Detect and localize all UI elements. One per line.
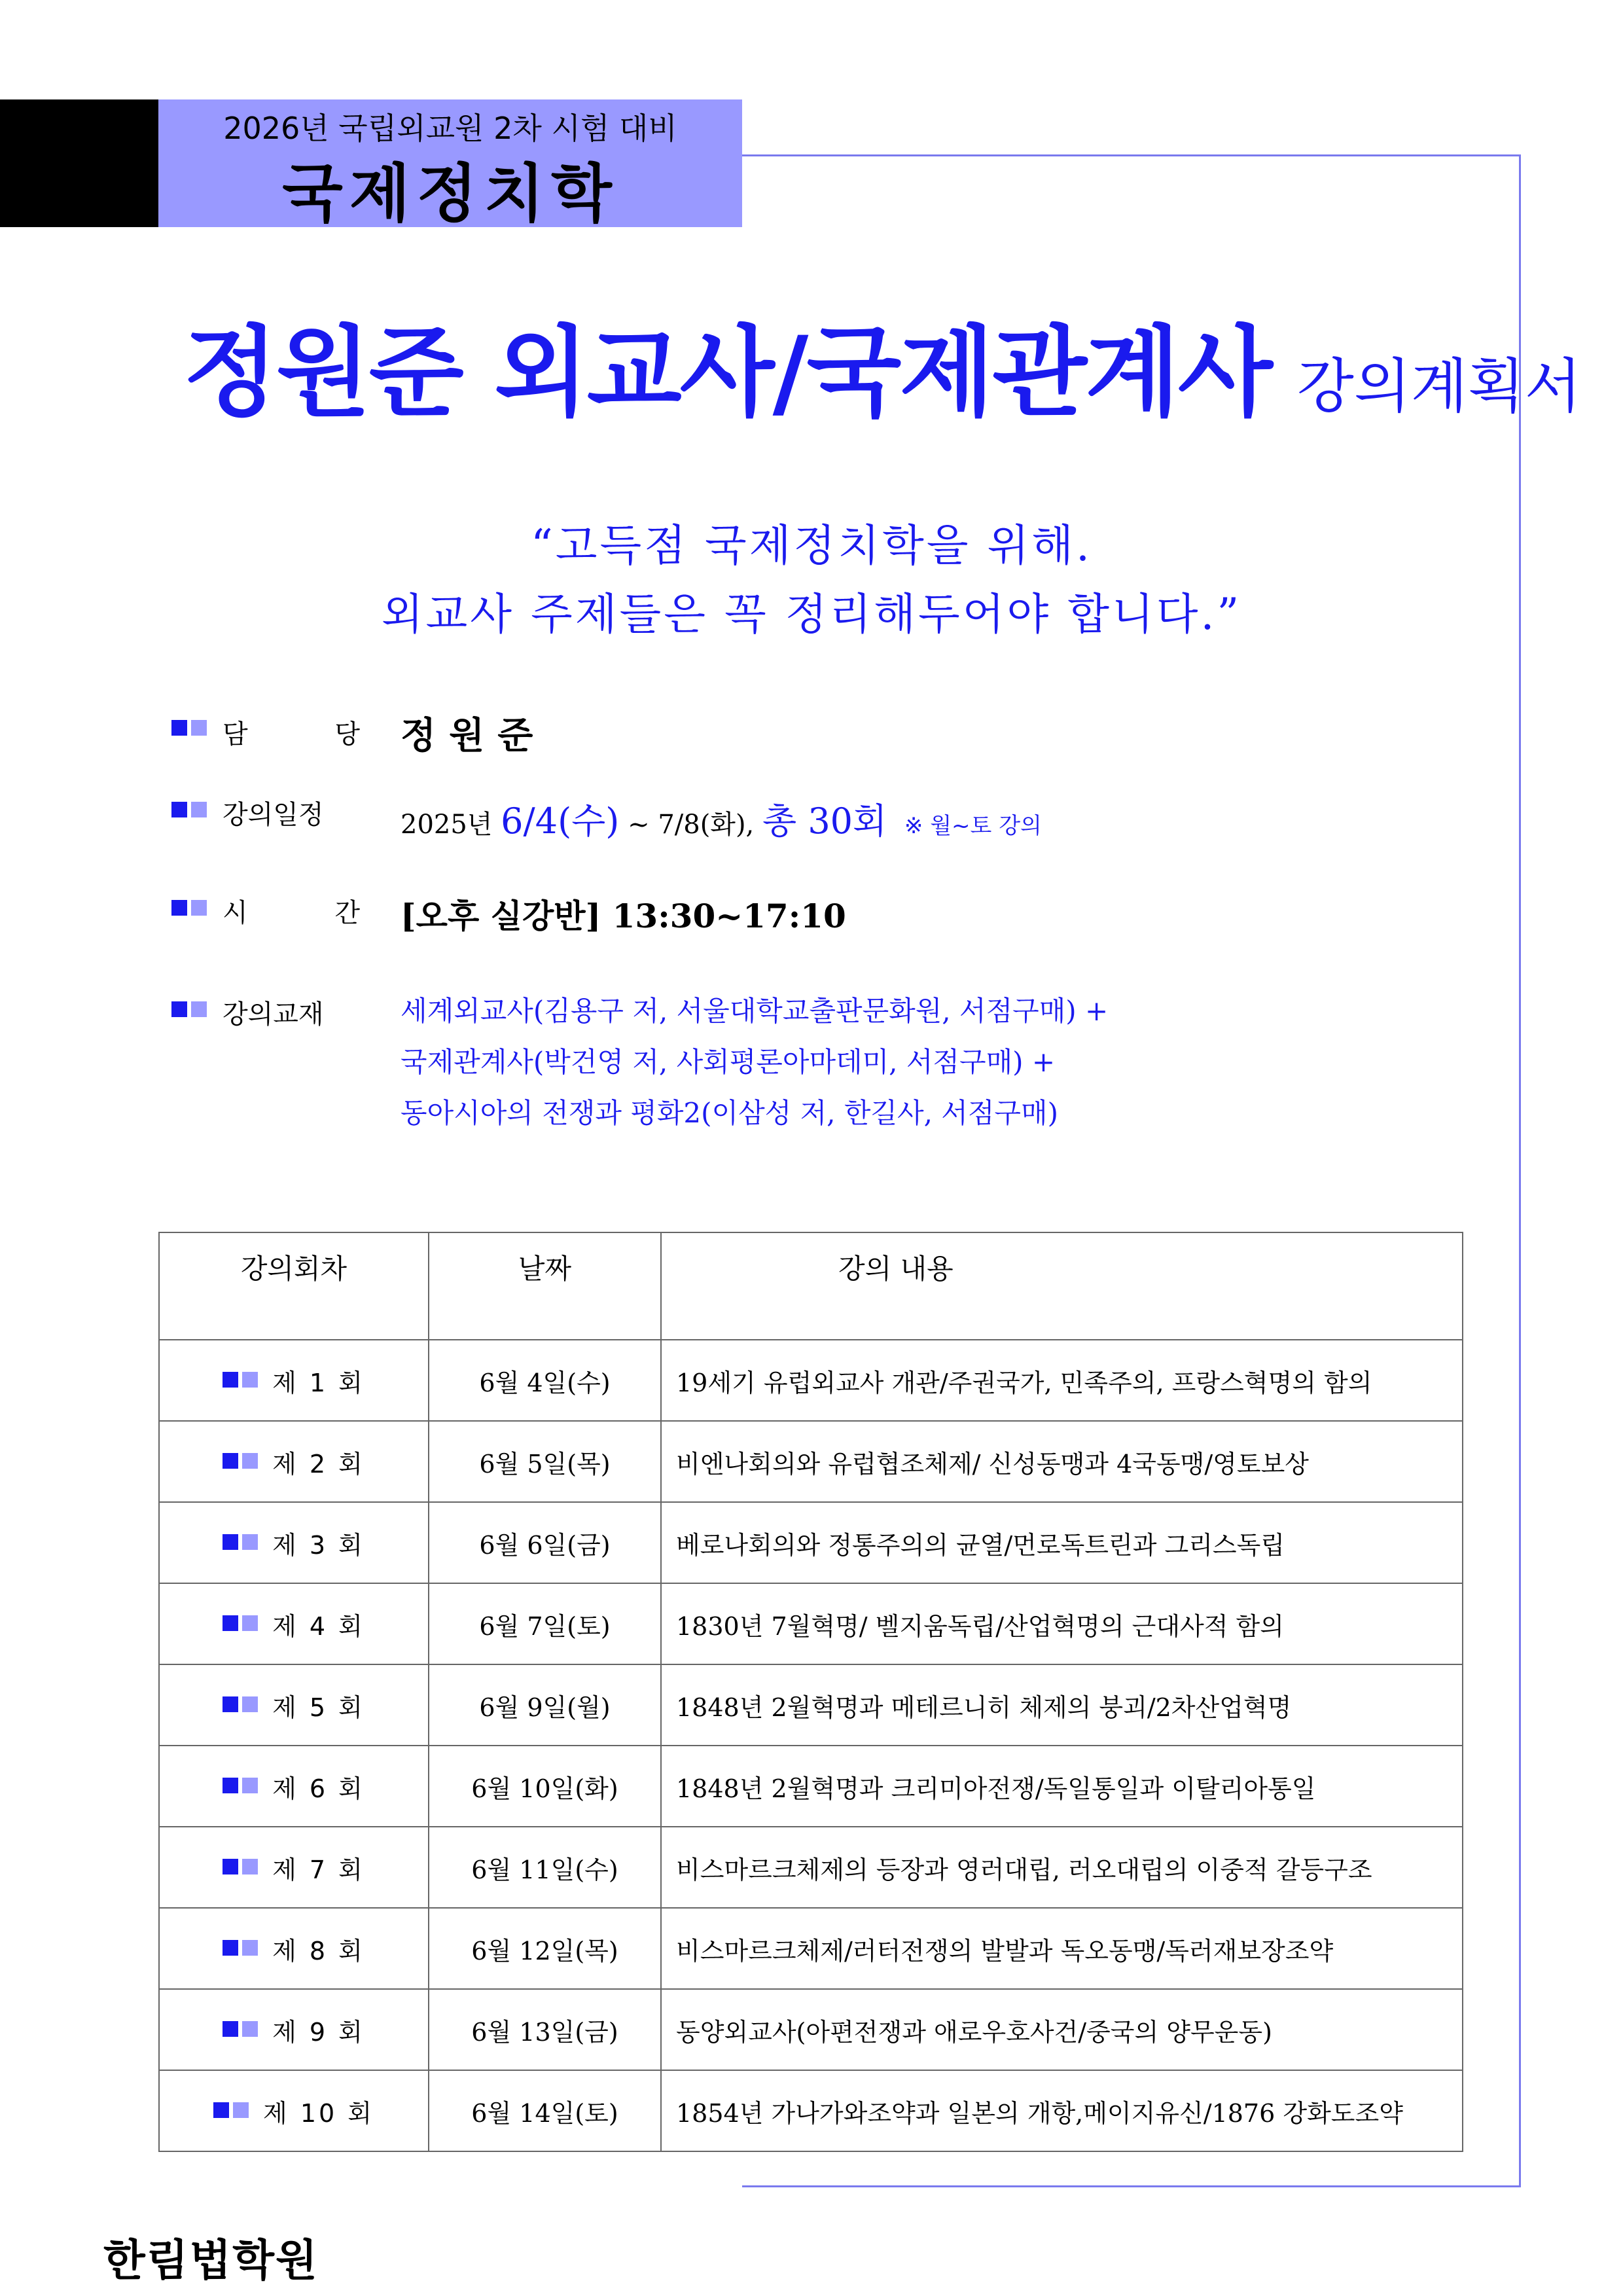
instructor-name: 정원준 bbox=[401, 714, 546, 757]
book-item: 국제관계사(박건영 저, 사회평론아마데미, 서점구매) + bbox=[401, 1046, 1056, 1078]
page-title bbox=[183, 293, 1582, 435]
content-cell: 동양외교사(아편전쟁과 애로우호사건/중국의 양무운동) bbox=[661, 1989, 1463, 2070]
header-black-tab bbox=[0, 99, 158, 227]
table-row bbox=[159, 1989, 1463, 2070]
bullet-icon bbox=[223, 1940, 258, 1957]
date-cell: 6월 14일(토) bbox=[429, 2070, 661, 2151]
time-value: [오후 실강반] 13:30~17:10 bbox=[401, 897, 846, 935]
bullet-icon bbox=[223, 1696, 258, 1713]
schedule-end: ~ 7/8(화), bbox=[628, 810, 755, 840]
table-row bbox=[159, 1502, 1463, 1583]
date-cell: 6월 7일(토) bbox=[429, 1583, 661, 1664]
date-cell: 6월 4일(수) bbox=[429, 1340, 661, 1421]
table-header-row bbox=[159, 1232, 1463, 1340]
table-row bbox=[159, 1340, 1463, 1421]
content-cell: 비스마르크체제/러터전쟁의 발발과 독오동맹/독러재보장조약 bbox=[661, 1908, 1463, 1989]
quote-line-1: “고득점 국제정치학을 위해. bbox=[531, 520, 1092, 571]
exam-subtitle: 2026년 국립외교원 2차 시험 대비 bbox=[223, 111, 677, 146]
bullet-icon bbox=[171, 802, 207, 819]
round-cell: 제 3 회 bbox=[159, 1502, 429, 1583]
bullet-icon bbox=[223, 1534, 258, 1551]
instructor-label: 담 당 bbox=[223, 719, 399, 749]
book-item: 동아시아의 전쟁과 평화2(이삼성 저, 한길사, 서점구매) bbox=[401, 1097, 1058, 1129]
content-cell: 비스마르크체제의 등장과 영러대립, 러오대립의 이중적 갈등구조 bbox=[661, 1827, 1463, 1908]
round-cell: 제 4 회 bbox=[159, 1583, 429, 1664]
table-row bbox=[159, 1421, 1463, 1502]
content-cell: 1848년 2월혁명과 크리미아전쟁/독일통일과 이탈리아통일 bbox=[661, 1746, 1463, 1827]
page-title-sub: 강의계획서 bbox=[1296, 352, 1582, 421]
bullet-icon bbox=[223, 1372, 258, 1389]
content-cell: 1854년 가나가와조약과 일본의 개항,메이지유신/1876 강화도조약 bbox=[661, 2070, 1463, 2151]
table-row bbox=[159, 1583, 1463, 1664]
table-row bbox=[159, 1664, 1463, 1746]
round-cell: 제 7 회 bbox=[159, 1827, 429, 1908]
bullet-icon bbox=[171, 720, 207, 737]
round-cell: 제 10 회 bbox=[159, 2070, 429, 2151]
books-label: 강의교재 bbox=[223, 999, 324, 1030]
content-cell: 19세기 유럽외교사 개관/주권국가, 민족주의, 프랑스혁명의 함의 bbox=[661, 1340, 1463, 1421]
schedule-value bbox=[401, 793, 1042, 844]
book-item: 세계외교사(김용구 저, 서울대학교출판문화원, 서점구매) + bbox=[401, 995, 1109, 1027]
page-title-main: 정원준 외교사/국제관계사 bbox=[183, 316, 1271, 430]
content-cell: 비엔나회의와 유럽협조체제/ 신성동맹과 4국동맹/영토보상 bbox=[661, 1421, 1463, 1502]
table-row bbox=[159, 1827, 1463, 1908]
date-cell: 6월 13일(금) bbox=[429, 1989, 661, 2070]
header-date: 날짜 bbox=[429, 1232, 661, 1340]
date-cell: 6월 5일(목) bbox=[429, 1421, 661, 1502]
table-row bbox=[159, 2070, 1463, 2151]
academy-logo: 한림법학원 bbox=[103, 2235, 319, 2286]
date-cell: 6월 10일(화) bbox=[429, 1746, 661, 1827]
quote-line-2: 외교사 주제들은 꼭 정리해두어야 합니다.” bbox=[381, 589, 1242, 639]
bullet-icon bbox=[171, 1001, 207, 1018]
bullet-icon bbox=[223, 1453, 258, 1470]
bullet-icon bbox=[223, 1778, 258, 1795]
round-cell: 제 6 회 bbox=[159, 1746, 429, 1827]
schedule-start: 6/4(수) bbox=[501, 800, 620, 842]
time-label: 시 간 bbox=[223, 898, 399, 928]
bullet-icon bbox=[171, 900, 207, 917]
course-header-box bbox=[158, 99, 742, 230]
bullet-icon bbox=[223, 1859, 258, 1876]
schedule-total: 총 30회 bbox=[762, 800, 887, 842]
bullet-icon bbox=[213, 2102, 249, 2119]
header-content: 강의 내용 bbox=[661, 1232, 1463, 1340]
table-row bbox=[159, 1746, 1463, 1827]
round-cell: 제 8 회 bbox=[159, 1908, 429, 1989]
date-cell: 6월 12일(목) bbox=[429, 1908, 661, 1989]
date-cell: 6월 6일(금) bbox=[429, 1502, 661, 1583]
course-title: 국제정치학 bbox=[282, 157, 618, 230]
bullet-icon bbox=[223, 2021, 258, 2038]
schedule-note: ※ 월~토 강의 bbox=[904, 813, 1042, 839]
table-row bbox=[159, 1908, 1463, 1989]
content-cell: 베로나회의와 정통주의의 균열/먼로독트린과 그리스독립 bbox=[661, 1502, 1463, 1583]
schedule-label: 강의일정 bbox=[223, 800, 324, 830]
header-round: 강의회차 bbox=[159, 1232, 429, 1340]
schedule-year: 2025년 bbox=[401, 810, 493, 840]
bullet-icon bbox=[223, 1615, 258, 1632]
round-cell: 제 1 회 bbox=[159, 1340, 429, 1421]
round-cell: 제 9 회 bbox=[159, 1989, 429, 2070]
date-cell: 6월 11일(수) bbox=[429, 1827, 661, 1908]
round-cell: 제 2 회 bbox=[159, 1421, 429, 1502]
date-cell: 6월 9일(월) bbox=[429, 1664, 661, 1746]
content-cell: 1830년 7월혁명/ 벨지움독립/산업혁명의 근대사적 함의 bbox=[661, 1583, 1463, 1664]
content-cell: 1848년 2월혁명과 메테르니히 체제의 붕괴/2차산업혁명 bbox=[661, 1664, 1463, 1746]
schedule-table bbox=[158, 1232, 1463, 2152]
round-cell: 제 5 회 bbox=[159, 1664, 429, 1746]
